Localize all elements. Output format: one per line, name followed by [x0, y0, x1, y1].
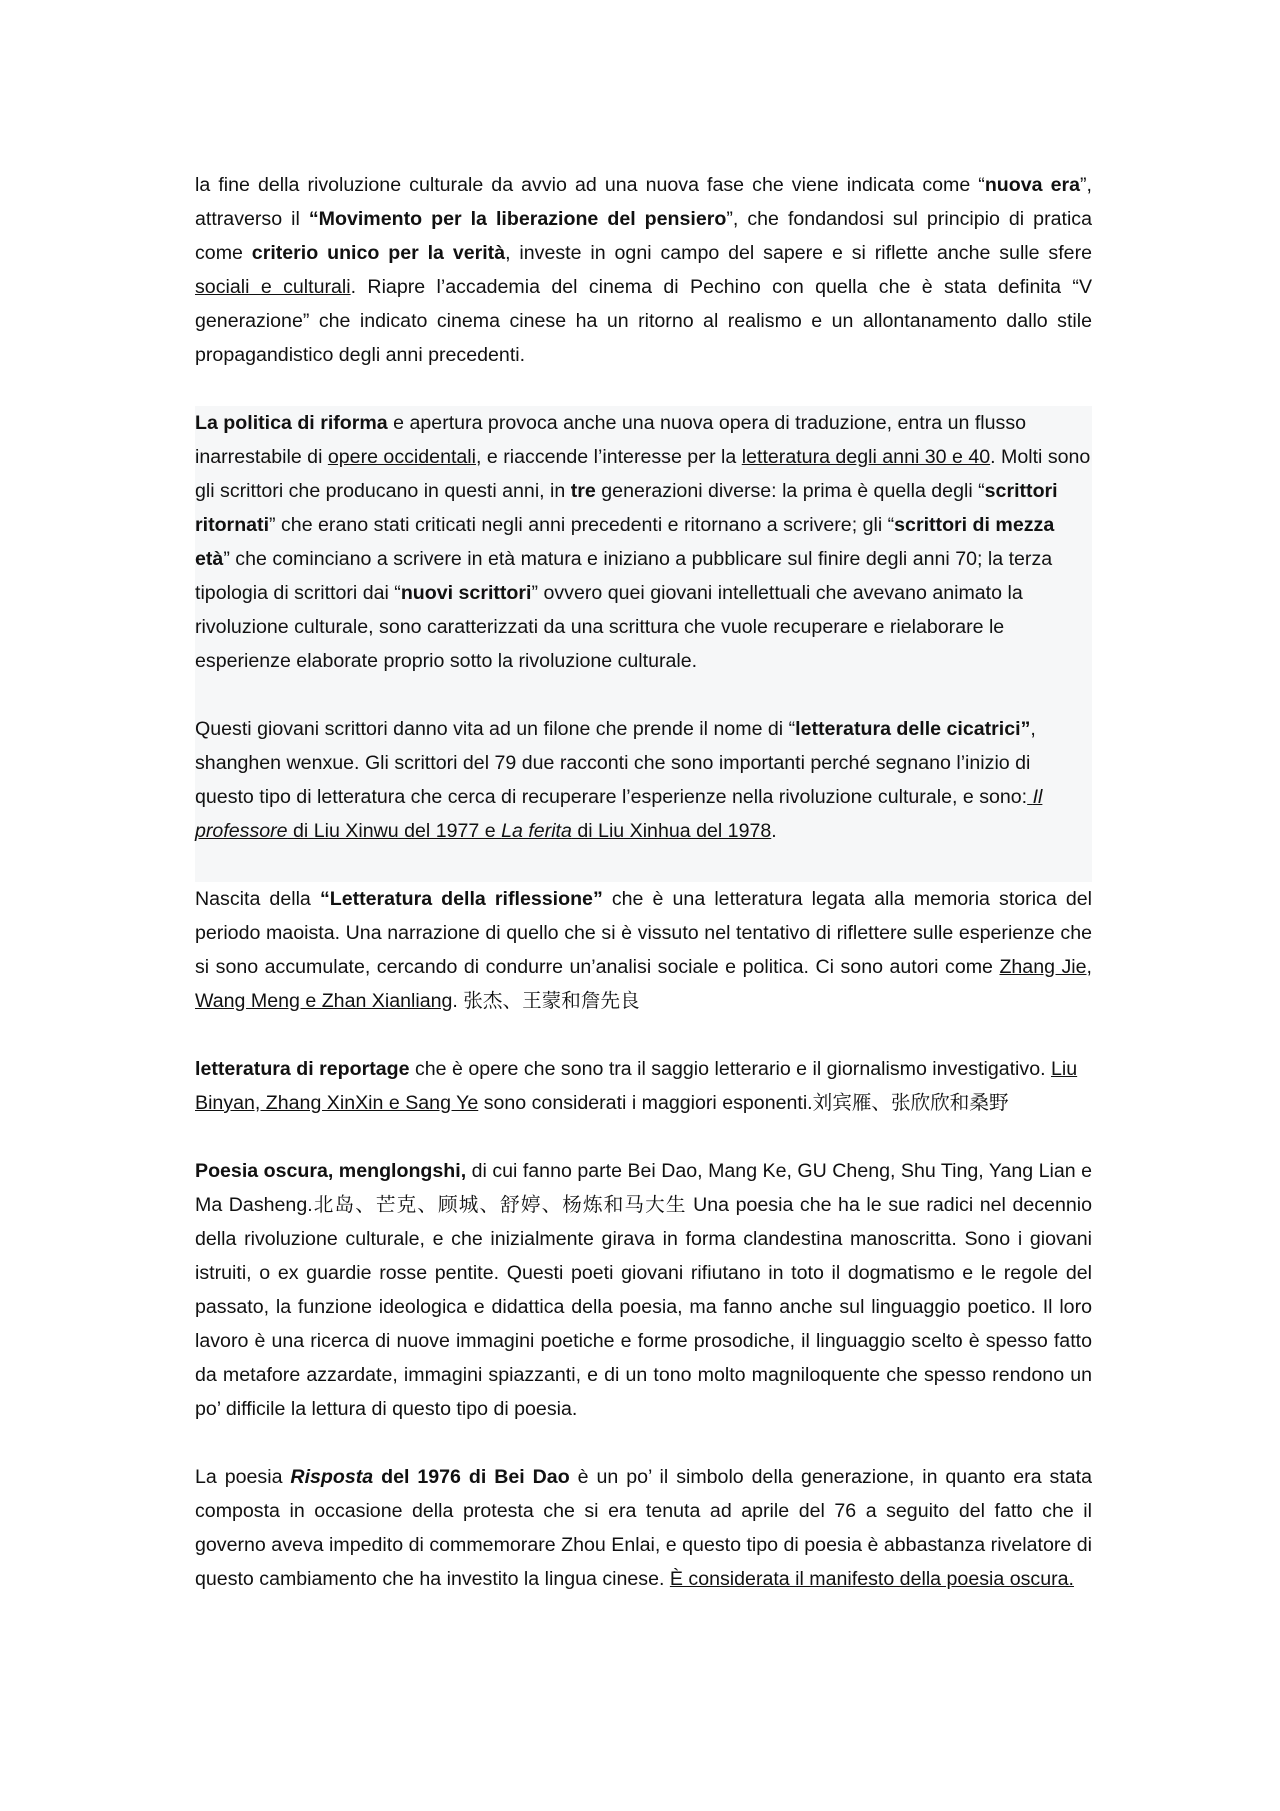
bold-run: nuovi scrittori: [400, 582, 532, 604]
text-run: di cui fanno parte Bei Dao, Mang Ke, GU Cheng, Shu Ting, Yang Lian e Ma Dasheng.北岛、芒克、顾城、舒婷、杨炼和马大生 Una poesia che ha le sue radici nel decennio della rivoluzione culturale, e che inizialmente girava in forma clandestina manoscritta. Sono i giovani istruiti, o ex guardie rosse pentite. Questi poeti giovani rifiutano in toto il dogmatismo e le regole del passato, la funzione ideologica e didattica della poesia, ma fanno anche sul linguaggio poetico. Il loro lavoro è una ricerca di nuove immagini poetiche e forme prosodiche, il linguaggio scelto è spesso fatto da metafore azzardate, immagini spiazzanti, e di un tono molto magniloquente che spesso rendono un po’ difficile la lettura di questo tipo di poesia.: [195, 1160, 1092, 1420]
bold-run: letteratura di reportage: [195, 1058, 410, 1080]
bold-run: nuova era: [984, 174, 1081, 196]
bold-run: letteratura delle cicatrici”: [795, 718, 1031, 740]
underlined-run: letteratura degli anni 30 e 40: [741, 446, 991, 468]
paragraph-nuova-era: [195, 168, 1092, 372]
text-run: che è una letteratura legata alla memoria storica del periodo maoista. Una narrazione di quello che si è vissuto nel tentativo di riflettere sulle esperienze che si sono accumulate, cercando di condurre un’analisi sociale e politica. Ci sono autori come: [195, 888, 1092, 978]
text-run: ” che erano stati criticati negli anni precedenti e ritornano a scrivere; gli “: [269, 514, 895, 536]
text-run: ”, che fondandosi sul principio di pratica come: [195, 208, 1092, 264]
bold-run: La politica di riforma: [195, 412, 388, 434]
paragraph-poesia-oscura: [195, 1154, 1092, 1426]
text-run: ”, attraverso il: [195, 174, 1092, 230]
paragraph-letteratura-cicatrici: [195, 712, 1092, 848]
italic-title: La ferita: [501, 820, 572, 842]
text-run: . Molti sono gli scrittori che producano in questi anni, in: [195, 446, 1091, 502]
text-run: , shanghen wenxue. Gli scrittori del 79 due racconti che sono importanti perché segnano l’inizio di questo tipo di letteratura che cerca di recuperare l’esperienze nella rivoluzione culturale, e sono:: [195, 718, 1036, 808]
text-run: ” che cominciano a scrivere in età matura e iniziano a pubblicare sul finire degli anni 70; la terza tipologia di scrittori dai “: [195, 548, 1053, 604]
paragraph-letteratura-riflessione: [195, 882, 1092, 1018]
bold-run: “Letteratura della riflessione”: [319, 888, 603, 910]
paragraph-reportage: [195, 1052, 1092, 1120]
bold-run: tre: [570, 480, 596, 502]
bold-run: “Movimento per la liberazione del pensiero: [308, 208, 727, 230]
text-run: . 张杰、王蒙和詹先良: [452, 990, 640, 1012]
bold-run: Poesia oscura, menglongshi,: [195, 1160, 467, 1182]
text-run: ” ovvero quei giovani intellettuali che avevano animato la rivoluzione culturale, sono caratterizzati da una scrittura che vuole recuperare e rielaborare le esperienze elaborate proprio sotto la rivoluzione culturale.: [195, 582, 1023, 672]
text-run: Nascita della: [195, 888, 320, 910]
text-run: Questi giovani scrittori danno vita ad un filone che prende il nome di “: [195, 718, 796, 740]
italic-title: Il professore: [195, 786, 1043, 842]
underlined-run: È considerata il manifesto della poesia oscura.: [669, 1568, 1074, 1590]
underlined-titles: Il professore di Liu Xinwu del 1977 e La ferita di Liu Xinhua del 1978: [195, 786, 1043, 842]
bold-run: scrittori di mezza età: [195, 514, 1055, 570]
shaded-block: [195, 406, 1092, 882]
paragraph-risposta: [195, 1460, 1092, 1596]
text-run: La poesia: [195, 1466, 291, 1488]
text-run: la fine della rivoluzione culturale da avvio ad una nuova fase che viene indicata come “: [195, 174, 985, 196]
text-run: è un po’ il simbolo della generazione, in quanto era stata composta in occasione della protesta che si era tenuta ad aprile del 76 a seguito del fatto che il governo aveva impedito di commemorare Zhou Enlai, e questo tipo di poesia è abbastanza rivelatore di questo cambiamento che ha investito la lingua cinese.: [195, 1466, 1093, 1590]
text-run: che è opere che sono tra il saggio letterario e il giornalismo investigativo.: [409, 1058, 1051, 1080]
text-run: generazioni diverse: la prima è quella degli “: [595, 480, 985, 502]
underlined-run: sociali e culturali: [195, 276, 351, 298]
text-run: e apertura provoca anche una nuova opera di traduzione, entra un flusso inarrestabile di: [195, 412, 1027, 468]
bold-run: Risposta del 1976 di Bei Dao: [290, 1466, 570, 1488]
text-run: .: [771, 820, 777, 842]
underlined-run: Zhang Jie, Wang Meng e Zhan Xianliang: [195, 956, 1092, 1012]
text-run: , e riaccende l’interesse per la: [476, 446, 742, 468]
paragraph-politica-di-riforma: [195, 406, 1092, 678]
text-run: . Riapre l’accademia del cinema di Pechino con quella che è stata definita “V generazione” che indicato cinema cinese ha un ritorno al realismo e un allontanamento dallo stile propagandistico degli anni precedenti.: [195, 276, 1093, 366]
text-run: sono considerati i maggiori esponenti.刘宾雁、张欣欣和桑野: [478, 1092, 1009, 1114]
italic-title: Risposta: [290, 1466, 374, 1488]
bold-run: criterio unico per la verità: [251, 242, 506, 264]
underlined-run: opere occidentali: [327, 446, 477, 468]
text-run: , investe in ogni campo del sapere e si riflette anche sulle sfere: [505, 242, 1092, 264]
underlined-run: Liu Binyan, Zhang XinXin e Sang Ye: [195, 1058, 1078, 1114]
document-body: [195, 168, 1092, 1630]
bold-run: scrittori ritornati: [195, 480, 1058, 536]
